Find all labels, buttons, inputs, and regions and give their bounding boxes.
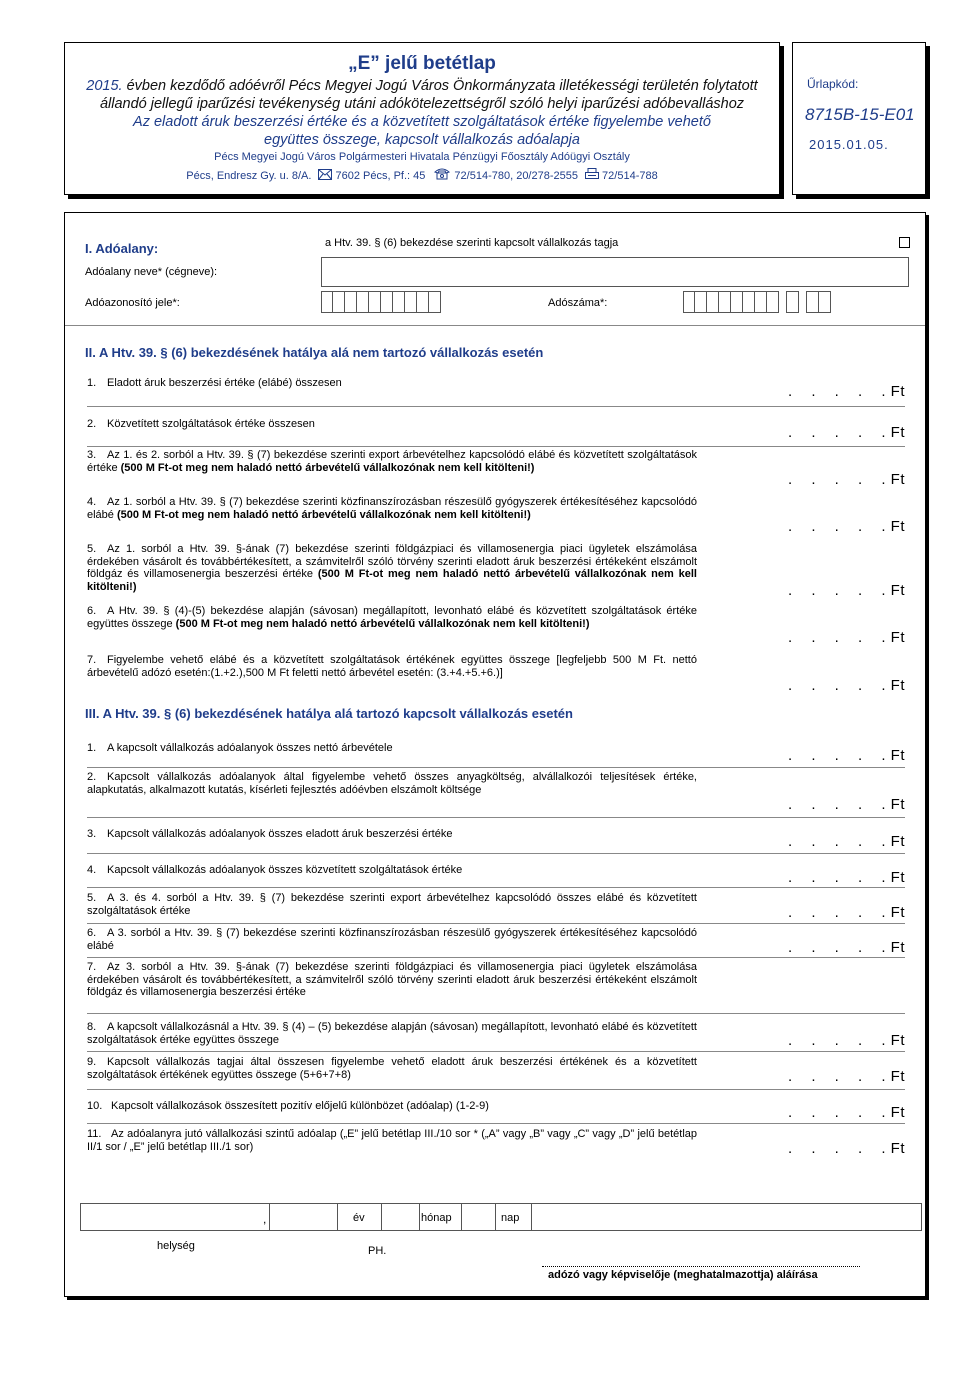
s3-row-1-amount[interactable]: . . . . . Ft xyxy=(787,747,905,764)
s2-row-5-amount[interactable]: . . . . . Ft xyxy=(787,582,905,599)
s3-row-6: 6. A 3. sorból a Htv. 39. § (7) bekezdése szerinti közfinanszírozásban részesülő gyógyszerek értékesítéséhez kapcsolódó elábé xyxy=(87,927,697,952)
related-company-member-label: a Htv. 39. § (6) bekezdése szerinti kapcsolt vállalkozás tagja xyxy=(325,237,619,249)
divider xyxy=(87,957,905,958)
s2-row-4: 4. Az 1. sorból a Htv. 39. § (7) bekezdése szerinti közfinanszírozásban részesülő gyógyszerek értékesítéséhez kapcsolódó elábé (500 M Ft-ot meg nem haladó nettó árbevételű vállalkozónak nem kell kitölteni!) xyxy=(87,496,697,521)
s3-row-2: 2. Kapcsolt vállalkozás adóalanyok által figyelembe vehető összes anyagköltség, alvállalkozói teljesítések értéke, alapkutatás, alkalmazott kutatás, kísérleti fejlesztés adóévben elszámolt költsége xyxy=(87,771,697,796)
section-3-title: III. A Htv. 39. § (6) bekezdésének hatálya alá tartozó kapcsolt vállalkozás esetén xyxy=(85,706,573,721)
s3-row-2-amount[interactable]: . . . . . Ft xyxy=(787,796,905,813)
month-field[interactable] xyxy=(381,1204,419,1230)
taxpayer-name-field[interactable] xyxy=(321,257,909,287)
s3-row-5: 5. A 3. és 4. sorból a Htv. 39. § (7) bekezdése szerinti export árbevételhez kapcsolódó összes elábé és közvetített szolgáltatások értéke xyxy=(87,892,697,917)
s3-row-8-amount[interactable]: . . . . . Ft xyxy=(787,1032,905,1049)
s3-row-10-amount[interactable]: . . . . . Ft xyxy=(787,1104,905,1121)
s3-row-5-amount[interactable]: . . . . . Ft xyxy=(787,904,905,921)
year-label: év xyxy=(353,1212,365,1224)
divider xyxy=(87,1089,905,1090)
place-field[interactable] xyxy=(81,1204,269,1230)
divider xyxy=(87,1123,905,1124)
section-1-title: I. Adóalany: xyxy=(85,241,159,256)
s2-row-5: 5. Az 1. sorból a Htv. 39. §-ának (7) bekezdése szerinti földgázpiaci és villamosenergia piaci ügyletek elszámolása érdekében vásárolt és továbbértékesített, a számvitelről szóló törvény szerinti eladott áruk beszerzési értékeként elszámolt földgáz és villamosenergia beszerzési értéke (500 M Ft-ot meg nem haladó nettó árbevételű vállalkozónak nem kell kitölteni!) xyxy=(87,543,697,593)
section-2-title: II. A Htv. 39. § (6) bekezdésének hatálya alá nem tartozó vállalkozás esetén xyxy=(85,345,544,360)
divider xyxy=(87,853,905,854)
form-code: 8715B-15-E01 xyxy=(805,105,915,124)
divider xyxy=(87,767,905,768)
s3-row-8: 8. A kapcsolt vállalkozásnál a Htv. 39. § (4) – (5) bekezdése alapján (sávosan) megállapított, levonható elábé és közvetített szolgáltatások értéke együttes összege xyxy=(87,1021,697,1046)
s2-row-1-amount[interactable]: . . . . . Ft xyxy=(787,383,905,400)
envelope-icon xyxy=(318,169,332,180)
form-header xyxy=(64,42,780,195)
fax-icon xyxy=(585,168,599,180)
divider xyxy=(87,923,905,924)
stamp-label: PH. xyxy=(368,1245,387,1257)
s3-row-3-amount[interactable]: . . . . . Ft xyxy=(787,833,905,850)
s3-row-4-amount[interactable]: . . . . . Ft xyxy=(787,869,905,886)
form-subtitle: Az eladott áruk beszerzési értéke és a közvetített szolgáltatások értéke figyelembe vehető együttes összege, kapcsolt vállalkozás adóalapja xyxy=(133,114,711,148)
divider xyxy=(87,817,905,818)
form-code-box xyxy=(792,42,926,195)
month-label: hónap xyxy=(421,1212,452,1224)
divider xyxy=(87,1051,905,1052)
form-date: 2015.01.05. xyxy=(809,137,889,152)
divider xyxy=(87,406,905,407)
day-label: nap xyxy=(501,1212,520,1224)
tax-id-boxes[interactable] xyxy=(321,291,441,313)
year-field[interactable] xyxy=(269,1204,337,1230)
signer-label: adózó vagy képviselője (meghatalmazottja) aláírása xyxy=(548,1269,818,1281)
date-place-fields xyxy=(80,1203,922,1231)
s3-row-6-amount[interactable]: . . . . . Ft xyxy=(787,939,905,956)
s2-row-2-amount[interactable]: . . . . . Ft xyxy=(787,424,905,441)
tax-year: 2015. xyxy=(86,78,123,94)
s3-row-9-amount[interactable]: . . . . . Ft xyxy=(787,1068,905,1085)
s3-row-11-amount[interactable]: . . . . . Ft xyxy=(787,1140,905,1157)
related-company-member-checkbox[interactable] xyxy=(899,237,910,248)
taxpayer-name-label: Adóalany neve* (cégneve): xyxy=(85,266,218,278)
tax-number-label: Adószáma*: xyxy=(548,297,608,309)
office-address: Pécs, Endresz Gy. u. 8/A. 7602 Pécs, Pf.: 45 72/514-780, 20/278-2555 72/514-788 xyxy=(186,170,658,182)
s2-row-4-amount[interactable]: . . . . . Ft xyxy=(787,518,905,535)
regulation-text: 2015. évben kezdődő adóévről Pécs Megyei Jogú Város Önkormányzata illetékességi területén folytatott állandó jellegű iparűzési tevékenység utáni adókötelezettségről szóló helyi iparűzési adóbevalláshoz xyxy=(86,78,758,112)
s3-row-3: 3. Kapcsolt vállalkozás adóalanyok összes eladott áruk beszerzési értéke xyxy=(87,828,453,840)
place-label: helység xyxy=(157,1240,195,1252)
tax-number-boxes[interactable] xyxy=(683,291,831,313)
s2-row-1: 1. Eladott áruk beszerzési értéke (elábé) összesen xyxy=(87,377,342,389)
s2-row-6: 6. A Htv. 39. § (4)-(5) bekezdése alapján (sávosan) megállapított, levonható elábé és közvetített szolgáltatások értéke együttes összege (500 M Ft-ot meg nem haladó nettó árbevételű vállalkozónak nem kell kitölteni!) xyxy=(87,605,697,630)
phone-icon xyxy=(434,168,450,180)
divider xyxy=(87,887,905,888)
s2-row-3: 3. Az 1. és 2. sorból a Htv. 39. § (7) bekezdése szerinti export árbevételhez kapcsolódó elábé és közvetített szolgáltatások értéke (500 M Ft-ot meg nem haladó nettó árbevételű vállalkozónak nem kell kitölteni!) xyxy=(87,449,697,474)
s3-row-1: 1. A kapcsolt vállalkozás adóalanyok összes nettó árbevétele xyxy=(87,742,393,754)
s3-row-4: 4. Kapcsolt vállalkozás adóalanyok összes közvetített szolgáltatások értéke xyxy=(87,864,463,876)
s2-row-7-amount[interactable]: . . . . . Ft xyxy=(787,677,905,694)
tax-id-label: Adóazonosító jele*: xyxy=(85,297,180,309)
divider xyxy=(87,1013,905,1014)
s3-row-10: 10. Kapcsolt vállalkozások összesített pozitív előjelű különbözet (adóalap) (1-2-9) xyxy=(87,1100,489,1112)
s2-row-3-amount[interactable]: . . . . . Ft xyxy=(787,471,905,488)
form-body xyxy=(64,212,926,1297)
office-name: Pécs Megyei Jogú Város Polgármesteri Hivatala Pénzügyi Főosztály Adóügyi Osztály xyxy=(214,151,630,163)
form-title: „E” jelű betétlap xyxy=(348,53,496,74)
s3-row-9: 9. Kapcsolt vállalkozás tagjai által összesen figyelembe vehető eladott áruk beszerzési értékének és a közvetített szolgáltatások értékének együttes összege (5+6+7+8) xyxy=(87,1056,697,1081)
s2-row-2: 2. Közvetített szolgáltatások értéke összesen xyxy=(87,418,315,430)
form-code-label: Űrlapkód: xyxy=(807,77,859,91)
day-field[interactable] xyxy=(461,1204,495,1230)
comma: , xyxy=(263,1212,267,1226)
s3-row-7: 7. Az 3. sorból a Htv. 39. §-ának (7) bekezdése szerinti földgázpiaci és villamosenergia piaci ügyletek elszámolása érdekében vásárolt és továbbértékesített, a számvitelről szóló törvény szerinti eladott áruk beszerzési értékeként elszámolt földgáz és villamosenergia beszerzési értéke xyxy=(87,961,697,999)
divider xyxy=(65,325,925,326)
s2-row-6-amount[interactable]: . . . . . Ft xyxy=(787,629,905,646)
signature-line[interactable] xyxy=(542,1266,860,1267)
divider xyxy=(87,446,905,447)
s3-row-11: 11. Az adóalanyra jutó vállalkozási szintű adóalap („E” jelű betétlap III./10 sor * („A” vagy „B” vagy „C” vagy „D” jelű betétlap II/1 sor / „E” jelű betétlap III./1 sor) xyxy=(87,1128,697,1153)
s2-row-7: 7. Figyelembe vehető elábé és a közvetített szolgáltatások értékének együttes összege [legfeljebb 500 M Ft. nettó árbevételű adózó esetén:(1.+2.),500 M Ft feletti nettó árbevétel esetén: (3.+4.+5.+6.)] xyxy=(87,654,697,679)
